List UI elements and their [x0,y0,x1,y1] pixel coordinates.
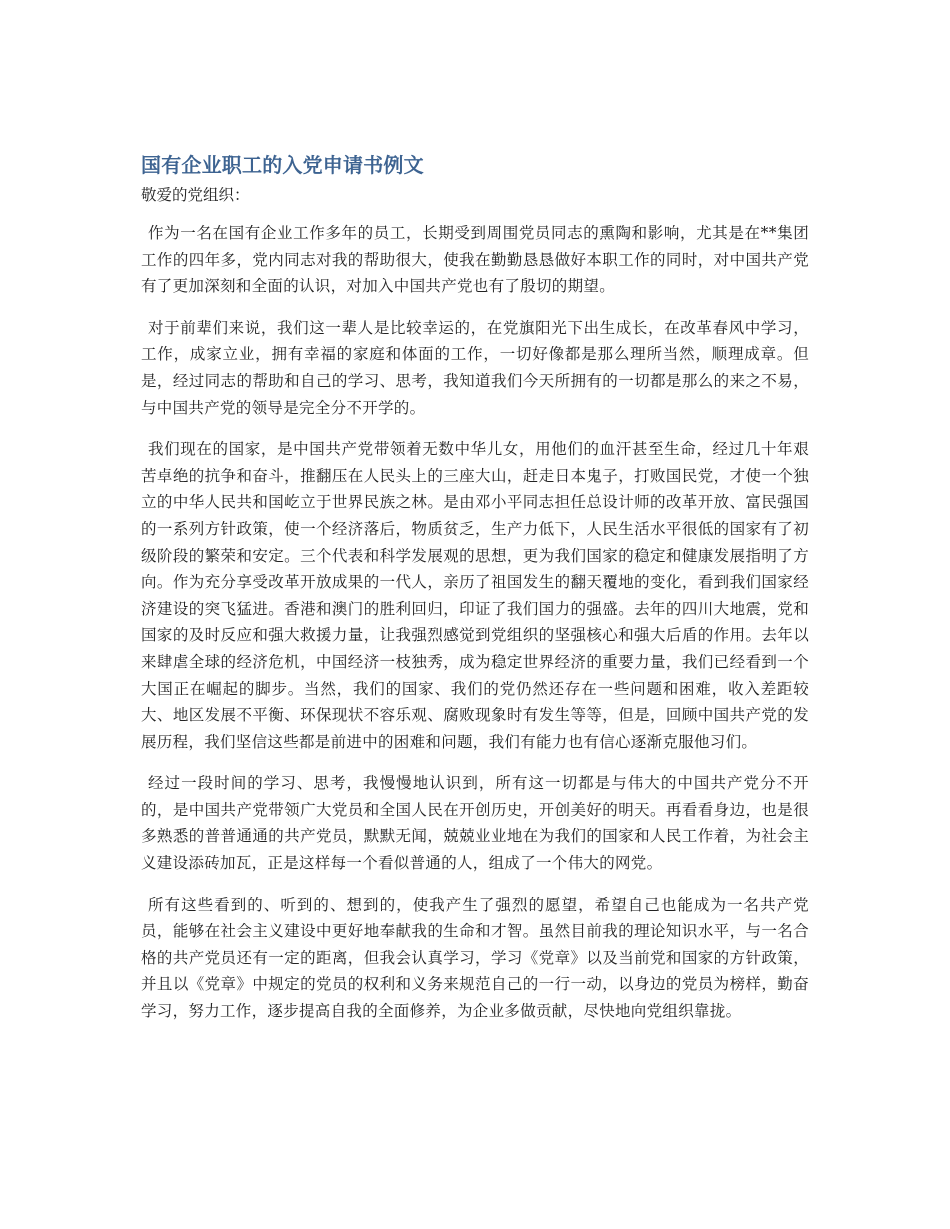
document-title: 国有企业职工的入党申请书例文 [141,153,424,177]
paragraph-3: 我们现在的国家，是中国共产党带领着无数中华儿女，用他们的血汗甚至生命，经过几十年艰苦卓绝的抗争和奋斗，推翻压在人民头上的三座大山，赶走日本鬼子，打败国民党，才使一个独立的中华人民共和国屹立于世界民族之林。是由邓小平同志担任总设计师的改革开放、富民强国的一系列方针政策，使一个经济落后，物质贫乏，生产力低下，人民生活水平很低的国家有了初级阶段的繁荣和安定。三个代表和科学发展观的思想，更为我们国家的稳定和健康发展指明了方向。作为充分享受改革开放成果的一代人，亲历了祖国发生的翻天覆地的变化，看到我们国家经济建设的突飞猛进。香港和澳门的胜利回归，印证了我们国力的强盛。去年的四川大地震，党和国家的及时反应和强大救援力量，让我强烈感觉到党组织的坚强核心和强大后盾的作用。去年以来肆虐全球的经济危机，中国经济一枝独秀，成为稳定世界经济的重要力量，我们已经看到一个大国正在崛起的脚步。当然，我们的国家、我们的党仍然还存在一些问题和困难，收入差距较大、地区发展不平衡、环保现状不容乐观、腐败现象时有发生等等，但是，回顾中国共产党的发展历程，我们坚信这些都是前进中的困难和问题，我们有能力也有信心逐渐克服他习们。 [141,440,809,751]
paragraph-2: 对于前辈们来说，我们这一辈人是比较幸运的，在党旗阳光下出生成长，在改革春风中学习，工作，成家立业，拥有幸福的家庭和体面的工作，一切好像都是那么理所当然，顺理成章。但是，经过同志的帮助和自己的学习、思考，我知道我们今天所拥有的一切都是那么的来之不易，与中国共产党的领导是完全分不开学的。 [141,318,809,417]
paragraph-1: 作为一名在国有企业工作多年的员工，长期受到周围党员同志的熏陶和影响，尤其是在**集团工作的四年多，党内同志对我的帮助很大，使我在勤勤恳恳做好本职工作的同时，对中国共产党有了更加深刻和全面的认识，对加入中国共产党也有了殷切的期望。 [141,224,809,296]
paragraph-4: 经过一段时间的学习、思考，我慢慢地认识到，所有这一切都是与伟大的中国共产党分不开的，是中国共产党带领广大党员和全国人民在开创历史，开创美好的明天。再看看身边，也是很多熟悉的普普通通的共产党员，默默无闻，兢兢业业地在为我们的国家和人民工作着，为社会主义建设添砖加瓦，正是这样每一个看似普通的人，组成了一个伟大的网党。 [141,774,809,873]
salutation: 敬爱的党组织： [141,186,250,204]
document-page [141,150,809,1040]
paragraph-5: 所有这些看到的、听到的、想到的，使我产生了强烈的愿望，希望自己也能成为一名共产党员，能够在社会主义建设中更好地奉献我的生命和才智。虽然目前我的理论知识水平，与一名合格的共产党员还有一定的距离，但我会认真学习，学习《党章》以及当前党和国家的方针政策，并且以《党章》中规定的党员的权利和义务来规范自己的一行一动，以身边的党员为榜样，勤奋学习，努力工作，逐步提高自我的全面修养，为企业多做贡献，尽快地向党组织靠拢。 [141,895,809,1021]
